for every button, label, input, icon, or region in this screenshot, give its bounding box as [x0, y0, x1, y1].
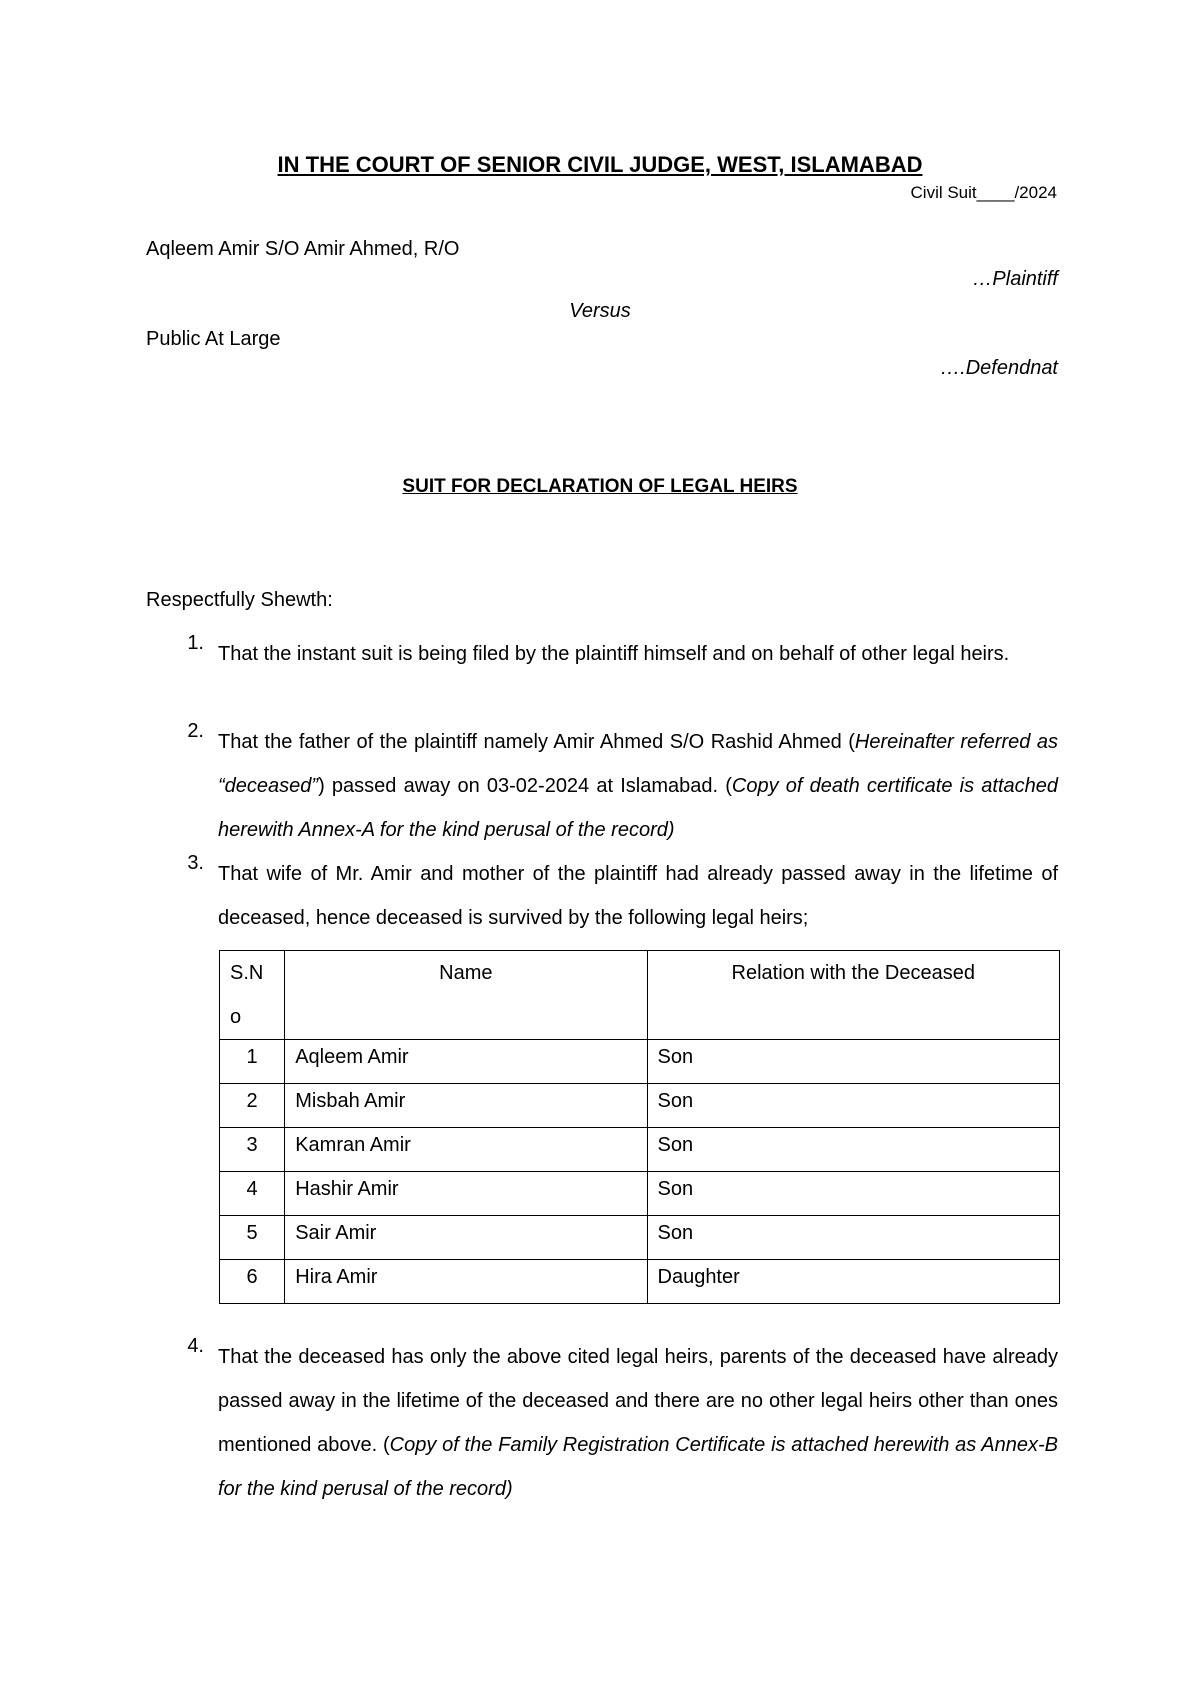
cell-sno: 2: [220, 1084, 285, 1128]
text-run: That the father of the plaintiff namely Amir Ahmed S/O Rashid Ahmed (: [218, 731, 855, 753]
cell-sno: 3: [220, 1128, 285, 1172]
text-run: ) passed away on 03-02-2024 at Islamabad. (: [318, 775, 732, 797]
cell-relation: Son: [647, 1216, 1060, 1260]
cell-name: Sair Amir: [285, 1216, 647, 1260]
civil-suit-number: Civil Suit____/2024: [910, 183, 1057, 202]
paragraph-4: [146, 1335, 1058, 1511]
paragraph-number: 2.: [187, 720, 204, 742]
paragraph-3: [146, 852, 1058, 940]
table-row: [220, 1260, 1060, 1304]
paragraph-text: That wife of Mr. Amir and mother of the plaintiff had already passed away in the lifetime of deceased, hence deceased is survived by the following legal heirs;: [218, 863, 1058, 929]
table-row: [220, 1172, 1060, 1216]
table-row: [220, 1128, 1060, 1172]
text-run: That the deceased has only the above cited legal heirs, parents of the deceased have already passed away in the lifetime of the deceased and there are no other legal heirs other than ones mentioned above. (: [218, 1346, 1058, 1456]
cell-name: Hira Amir: [285, 1260, 647, 1304]
header-relation: Relation with the Deceased: [647, 951, 1060, 1040]
cell-sno: 5: [220, 1216, 285, 1260]
table-row: [220, 1040, 1060, 1084]
table-row: [220, 1216, 1060, 1260]
paragraph-number: 3.: [187, 852, 204, 874]
paragraph-1: [146, 632, 1058, 676]
paragraph-text: [218, 720, 1058, 852]
table-row: [220, 1084, 1060, 1128]
cell-relation: Son: [647, 1084, 1060, 1128]
cell-relation: Son: [647, 1040, 1060, 1084]
cell-name: Kamran Amir: [285, 1128, 647, 1172]
text-run-italic: Hereinafter referred as “deceased”: [218, 731, 1059, 797]
cell-name: Misbah Amir: [285, 1084, 647, 1128]
cell-relation: Daughter: [647, 1260, 1060, 1304]
cell-relation: Son: [647, 1128, 1060, 1172]
paragraph-text: [218, 1335, 1058, 1511]
court-title: IN THE COURT OF SENIOR CIVIL JUDGE, WEST, ISLAMABAD: [277, 152, 923, 177]
paragraph-text: That the instant suit is being filed by the plaintiff himself and on behalf of other legal heirs.: [218, 643, 1010, 665]
text-run-italic: Copy of death certificate is attached herewith Annex-A for the kind perusal of the record): [218, 775, 1058, 841]
cell-relation: Son: [647, 1172, 1060, 1216]
versus-label: Versus: [569, 300, 631, 322]
table-header-row: [220, 951, 1060, 1040]
cell-sno: 1: [220, 1040, 285, 1084]
cell-sno: 6: [220, 1260, 285, 1304]
cell-sno: 4: [220, 1172, 285, 1216]
salutation: Respectfully Shewth:: [146, 589, 333, 611]
defendant-name: Public At Large: [146, 328, 281, 350]
defendant-role: ….Defendnat: [940, 357, 1058, 379]
paragraph-number: 4.: [187, 1335, 204, 1357]
plaintiff-role: …Plaintiff: [972, 268, 1058, 290]
suit-title: SUIT FOR DECLARATION OF LEGAL HEIRS: [402, 476, 798, 497]
plaintiff-name: Aqleem Amir S/O Amir Ahmed, R/O: [146, 238, 460, 260]
header-name: Name: [285, 951, 647, 1040]
cell-name: Hashir Amir: [285, 1172, 647, 1216]
paragraph-2: [146, 720, 1058, 852]
header-sno: S.No: [220, 951, 285, 1040]
paragraph-number: 1.: [187, 632, 204, 654]
cell-name: Aqleem Amir: [285, 1040, 647, 1084]
text-run-italic: Copy of the Family Registration Certificate is attached herewith as Annex-B for the kind perusal of the record): [218, 1434, 1058, 1500]
legal-heirs-table: [219, 950, 1060, 1304]
